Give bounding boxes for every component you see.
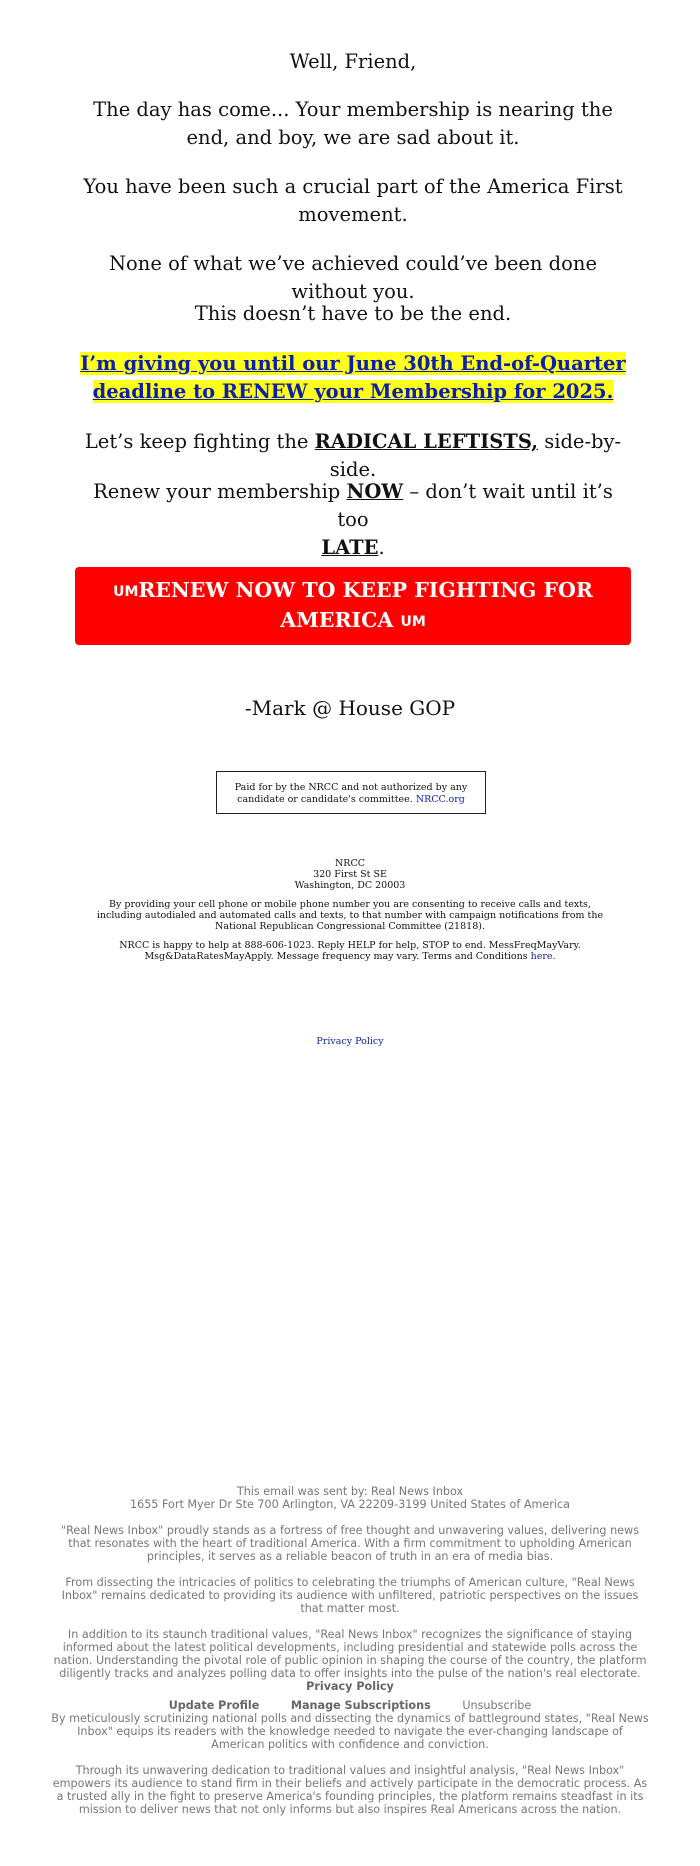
footer [50, 1485, 650, 1816]
privacy-policy-section [0, 1036, 700, 1047]
paragraph-not-the-end: This doesn’t have to be the end. [194, 302, 512, 325]
greeting: Well, Friend, [289, 50, 417, 73]
radical-leftists-text: RADICAL LEFTISTS, [314, 430, 538, 453]
renew-late-text: LATE [321, 536, 379, 559]
paragraph-keep-fighting [75, 428, 631, 484]
cta-left-glyph: UM [113, 584, 139, 600]
manage-subscriptions-link[interactable]: Manage Subscriptions [290, 1699, 431, 1712]
privacy-policy-link[interactable]: Privacy Policy [316, 1036, 384, 1047]
cta-right-glyph: UM [400, 614, 426, 630]
nrcc-link[interactable]: NRCC.org [415, 794, 465, 805]
renew-end: . [378, 536, 385, 559]
footer-paragraph-5: Through its unwavering dedication to traditional values and insightful analysis, "Real News Inbox" empowers its audience to stand firm in their beliefs and actively participate in the democratic process. As a trusted ally in the fight to preserve America's founding principles, the platform remains steadfast in its mission to deliver news that not only informs but also inspires Real Americans across the nation. [52, 1764, 648, 1816]
footer-links [50, 1699, 650, 1712]
footer-paragraph-1: "Real News Inbox" proudly stands as a fortress of free thought and unwavering values, delivering news that resonates with the heart of traditional America. With a firm commitment to upholding American principles, it serves as a reliable beacon of truth in an era of media bias. [60, 1524, 640, 1563]
renew-prefix: Renew your membership [93, 480, 341, 503]
unsubscribe-link[interactable]: Unsubscribe [462, 1699, 532, 1712]
footer-paragraph-2: From dissecting the intricacies of politics to celebrating the triumphs of American culture, "Real News Inbox" remains dedicated to providing its audience with unfiltered, patriotic perspectives on the issues that matter most. [61, 1576, 639, 1615]
fight-suffix: side-by-side. [329, 430, 622, 481]
disclaimer-text: Paid for by the NRCC and not authorized by any candidate or candidate's committee. [234, 782, 468, 805]
terms-here-link[interactable]: here [530, 951, 553, 962]
footer-paragraph-4: By meticulously scrutinizing national polls and dissecting the dynamics of battleground states, "Real News Inbox" equips its readers with the knowledge needed to navigate the ever-changing landscape of American politics with confidence and conviction. [51, 1712, 649, 1751]
update-profile-link[interactable]: Update Profile [168, 1699, 260, 1712]
footer-privacy-policy-link[interactable]: Privacy Policy [306, 1680, 394, 1693]
deadline-link[interactable]: I’m giving you until our June 30th End-of-Quarter deadline to RENEW your Membership for 2025. [80, 352, 626, 403]
paragraph-deadline [75, 350, 631, 406]
footer-sent-by: This email was sent by: Real News Inbox [236, 1485, 464, 1498]
footer-paragraph-3: In addition to its staunch traditional values, "Real News Inbox" recognizes the significance of staying informed about the latest political developments, including presidential and statewide polls across the nation. Understanding the pivotal role of public opinion in shaping the course of the country, the platform diligently tracks and analyzes polling data to offer insights into the pulse of the nation's real electorate. [53, 1628, 647, 1680]
street-address: 320 First St SE [313, 869, 387, 880]
city-address: Washington, DC 20003 [294, 880, 406, 891]
renew-middle: – don’t wait until it’s too [337, 480, 613, 531]
fight-prefix: Let’s keep fighting the [84, 430, 309, 453]
renew-now-text: NOW [346, 480, 404, 503]
sms-help-text: NRCC is happy to help at 888-606-1023. Reply HELP for help, STOP to end. MessFreqMayVary. Msg&DataRatesMayApply. Message frequency may vary. Terms and Conditions here. [119, 940, 581, 962]
sms-consent-text: By providing your cell phone or mobile phone number you are consenting to receive calls and texts, including autodialed and automated calls and texts, to that number with campaign notifications from the National Republican Congressional Committee (21818). [96, 899, 604, 932]
paragraph-renew [75, 478, 631, 562]
paid-for-disclaimer [216, 771, 486, 814]
footer-address: 1655 Fort Myer Dr Ste 700 Arlington, VA 22209-3199 United States of America [129, 1498, 571, 1511]
paragraph-without-you: None of what we’ve achieved could’ve been done without you. [108, 252, 597, 303]
paragraph-membership-ending: The day has come... Your membership is nearing the end, and boy, we are sad about it. [93, 98, 613, 149]
renew-now-button[interactable] [75, 567, 631, 645]
nrcc-address-block [95, 858, 605, 962]
signature: -Mark @ House GOP [244, 696, 456, 720]
renew-now-button-label: RENEW NOW TO KEEP FIGHTING FOR AMERICA [138, 578, 593, 632]
org-name: NRCC [334, 858, 365, 869]
paragraph-crucial-part: You have been such a crucial part of the America First movement. [83, 175, 623, 226]
